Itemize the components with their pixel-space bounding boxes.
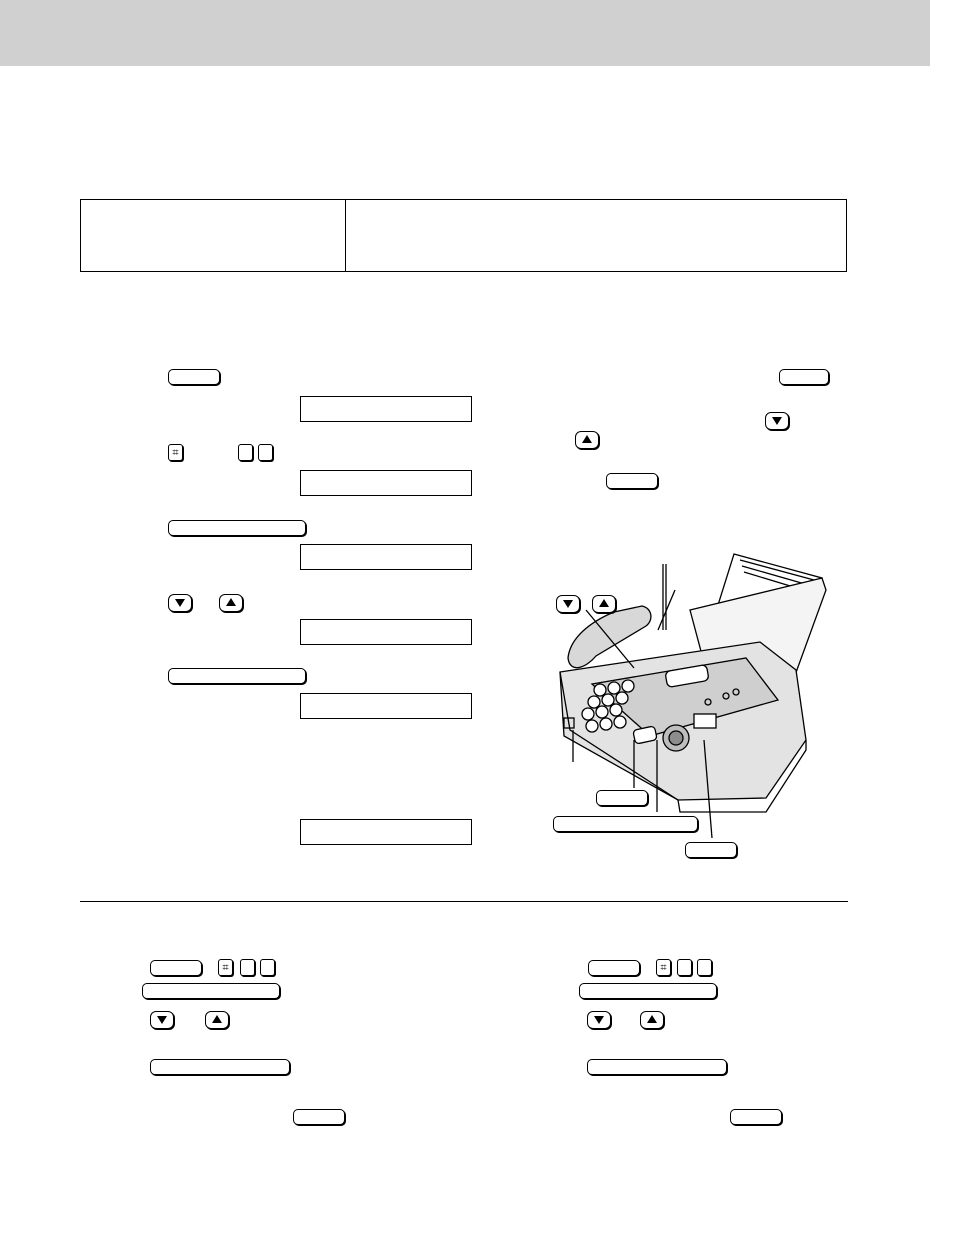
bottom-left-up-arrow-key[interactable] [205,1011,229,1029]
note-up-arrow-key[interactable] [575,431,599,449]
down-arrow-key[interactable] [168,594,192,612]
bottom-right-digit-key-a[interactable] [677,959,692,976]
bottom-right-set-key-1[interactable] [579,983,717,999]
note-key-1[interactable] [779,369,829,385]
hash-key[interactable]: ⌗ [168,444,183,461]
bottom-left-down-arrow-key[interactable] [150,1011,174,1029]
bottom-right-up-arrow-key[interactable] [640,1011,664,1029]
bottom-left-menu-key[interactable] [150,960,202,976]
bottom-right-menu-key[interactable] [588,960,640,976]
header-band [0,0,930,66]
bottom-left-stop-key[interactable] [293,1109,345,1125]
digit-key-b[interactable] [258,444,273,461]
display-step4 [300,619,472,645]
up-arrow-key[interactable] [219,594,243,612]
section-divider [80,901,848,902]
digit-key-a[interactable] [238,444,253,461]
display-result [300,819,472,845]
callout-up-arrow-key[interactable] [592,595,616,613]
bottom-left-hash-key[interactable]: ⌗ [218,959,233,976]
set-key-step3[interactable] [168,520,306,536]
callout-set-key[interactable] [553,816,698,832]
bottom-left-digit-key-b[interactable] [260,959,275,976]
display-step2 [300,470,472,496]
info-table-right-cell [346,200,846,271]
display-step1 [300,396,472,422]
step1-key[interactable] [168,369,220,385]
bottom-right-digit-key-b[interactable] [697,959,712,976]
bottom-right-down-arrow-key[interactable] [587,1011,611,1029]
bottom-left-digit-key-a[interactable] [240,959,255,976]
info-table [80,199,847,272]
bottom-left-set-key-2[interactable] [150,1059,290,1075]
info-table-left-cell [81,200,346,271]
callout-start-key[interactable] [596,790,648,806]
set-key-step5[interactable] [168,668,306,684]
bottom-right-stop-key[interactable] [730,1109,782,1125]
bottom-left-set-key-1[interactable] [142,983,280,999]
note-key-2[interactable] [606,473,658,489]
callout-down-arrow-key[interactable] [556,595,580,613]
callout-stop-key[interactable] [685,842,737,858]
display-step3 [300,544,472,570]
note-down-arrow-key[interactable] [765,412,789,430]
display-step5 [300,693,472,719]
bottom-right-hash-key[interactable]: ⌗ [656,959,671,976]
bottom-right-set-key-2[interactable] [587,1059,727,1075]
